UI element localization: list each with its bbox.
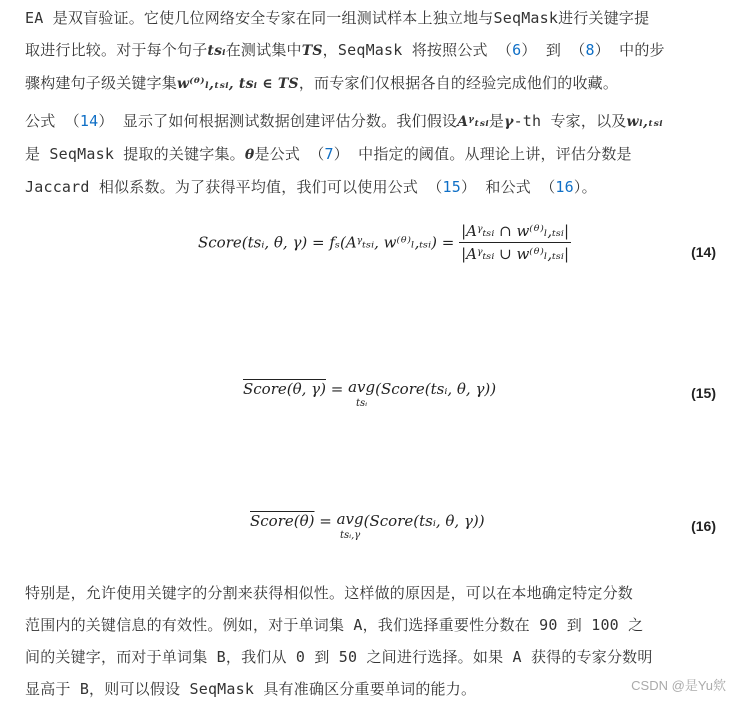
- p1-line-2: [25, 34, 715, 67]
- math-inline: wₗ,ₜₛᵢ: [626, 114, 663, 130]
- equation-ref-7[interactable]: 7: [324, 145, 334, 163]
- text: ） 和公式 （: [460, 178, 556, 196]
- text: ） 中指定的阈值。从理论上讲，评估分数是: [333, 145, 632, 163]
- equation-lhs: Score(θ, γ): [243, 380, 326, 398]
- p3-line-1: 特别是，允许使用关键字的分割来获得相似性。这样做的原因是，可以在本地确定特定分数: [25, 584, 634, 602]
- equation-lhs: Score(tsᵢ, θ, γ) = fₛ(Aᵞₜₛᵢ, w⁽ᶿ⁾ₗ,ₜₛᵢ) =: [198, 233, 460, 252]
- equation-number: (16): [691, 518, 716, 534]
- text: ，而专家们仅根据各自的经验完成他们的收藏。: [298, 74, 619, 92]
- operator: avg: [348, 378, 376, 396]
- equation-ref-15[interactable]: 15: [442, 178, 461, 196]
- equation-number: (14): [691, 244, 716, 260]
- math-inline: θ: [244, 147, 255, 163]
- p3-line-2: 范围内的关键信息的有效性。例如，对于单词集 A，我们选择重要性分数在 90 到 100 之: [25, 616, 644, 634]
- text: 是公式 （: [254, 145, 325, 163]
- p1-line-3: [25, 67, 715, 100]
- equation-number: (15): [691, 385, 716, 401]
- text: ） 显示了如何根据测试数据创建评估分数。我们假设: [98, 112, 458, 130]
- p2-line-3: [25, 171, 715, 203]
- text: 取进行比较。对于每个句子: [25, 41, 208, 59]
- equation-ref-8[interactable]: 8: [585, 41, 595, 59]
- math-inline: tsᵢ: [207, 43, 226, 59]
- text: ） 中的步: [594, 41, 665, 59]
- operator: avg: [336, 510, 364, 528]
- fraction-denominator: |Aᵞₜₛᵢ ∪ w⁽ᶿ⁾ₗ,ₜₛᵢ|: [461, 245, 570, 263]
- text: ，SeqMask 将按照公式 （: [322, 41, 513, 59]
- p1-line-1: EA 是双盲验证。它使几位网络安全专家在同一组测试样本上独立地与SeqMask进行关键字提: [25, 9, 650, 27]
- fraction: [459, 222, 571, 263]
- p2-line-1: [25, 105, 715, 138]
- text: 骤构建句子级关键字集: [25, 74, 178, 92]
- text: 是: [488, 112, 505, 130]
- text: -th 专家，以及: [513, 112, 627, 130]
- avg-operator: [337, 512, 364, 541]
- text: ） 到 （: [521, 41, 586, 59]
- paragraph-3: [25, 577, 715, 705]
- equation-rhs: (Score(tsᵢ, θ, γ)): [375, 380, 497, 398]
- equation-ref-16[interactable]: 16: [555, 178, 574, 196]
- equation-lhs: Score(θ): [250, 512, 315, 530]
- paragraph-1: [25, 2, 715, 100]
- math-inline: γ: [504, 114, 514, 130]
- p3-line-3: 间的关键字，而对于单词集 B，我们从 0 到 50 之间进行选择。如果 A 获得的专家分数明: [25, 648, 653, 666]
- equation-15-body: [243, 380, 496, 409]
- avg-operator: [348, 380, 375, 409]
- operator-subscript: tsᵢ: [356, 398, 368, 409]
- math-inline: Aᵞₜₛᵢ: [457, 114, 489, 130]
- equation-16-body: [250, 512, 485, 541]
- equation-14-body: [198, 222, 571, 263]
- equals-sign: =: [326, 380, 349, 398]
- equation-15: [0, 380, 734, 440]
- operator-subscript: tsᵢ,γ: [339, 530, 361, 541]
- csdn-watermark: CSDN @是Yu欸: [631, 678, 726, 693]
- p3-line-4: 显高于 B，则可以假设 SeqMask 具有准确区分重要单词的能力。: [25, 680, 477, 698]
- p2-line-2: [25, 138, 715, 171]
- paragraph-2: [25, 105, 715, 203]
- equation-ref-6[interactable]: 6: [512, 41, 522, 59]
- text: ）。: [573, 178, 597, 196]
- equation-14: [0, 222, 734, 282]
- equation-16: [0, 512, 734, 572]
- fraction-numerator: |Aᵞₜₛᵢ ∩ w⁽ᶿ⁾ₗ,ₜₛᵢ|: [459, 222, 571, 243]
- text: 公式 （: [25, 112, 80, 130]
- text: 是 SeqMask 提取的关键字集。: [25, 145, 245, 163]
- text: 在测试集中: [225, 41, 302, 59]
- math-inline: w⁽ᶿ⁾ₗ,ₜₛᵢ, tsᵢ ∈ TS: [177, 76, 299, 92]
- text: Jaccard 相似系数。为了获得平均值，我们可以使用公式 （: [25, 178, 443, 196]
- math-inline: TS: [301, 43, 323, 59]
- equals-sign: =: [314, 512, 337, 530]
- equation-ref-14[interactable]: 14: [79, 112, 99, 130]
- equation-rhs: (Score(tsᵢ, θ, γ)): [363, 512, 485, 530]
